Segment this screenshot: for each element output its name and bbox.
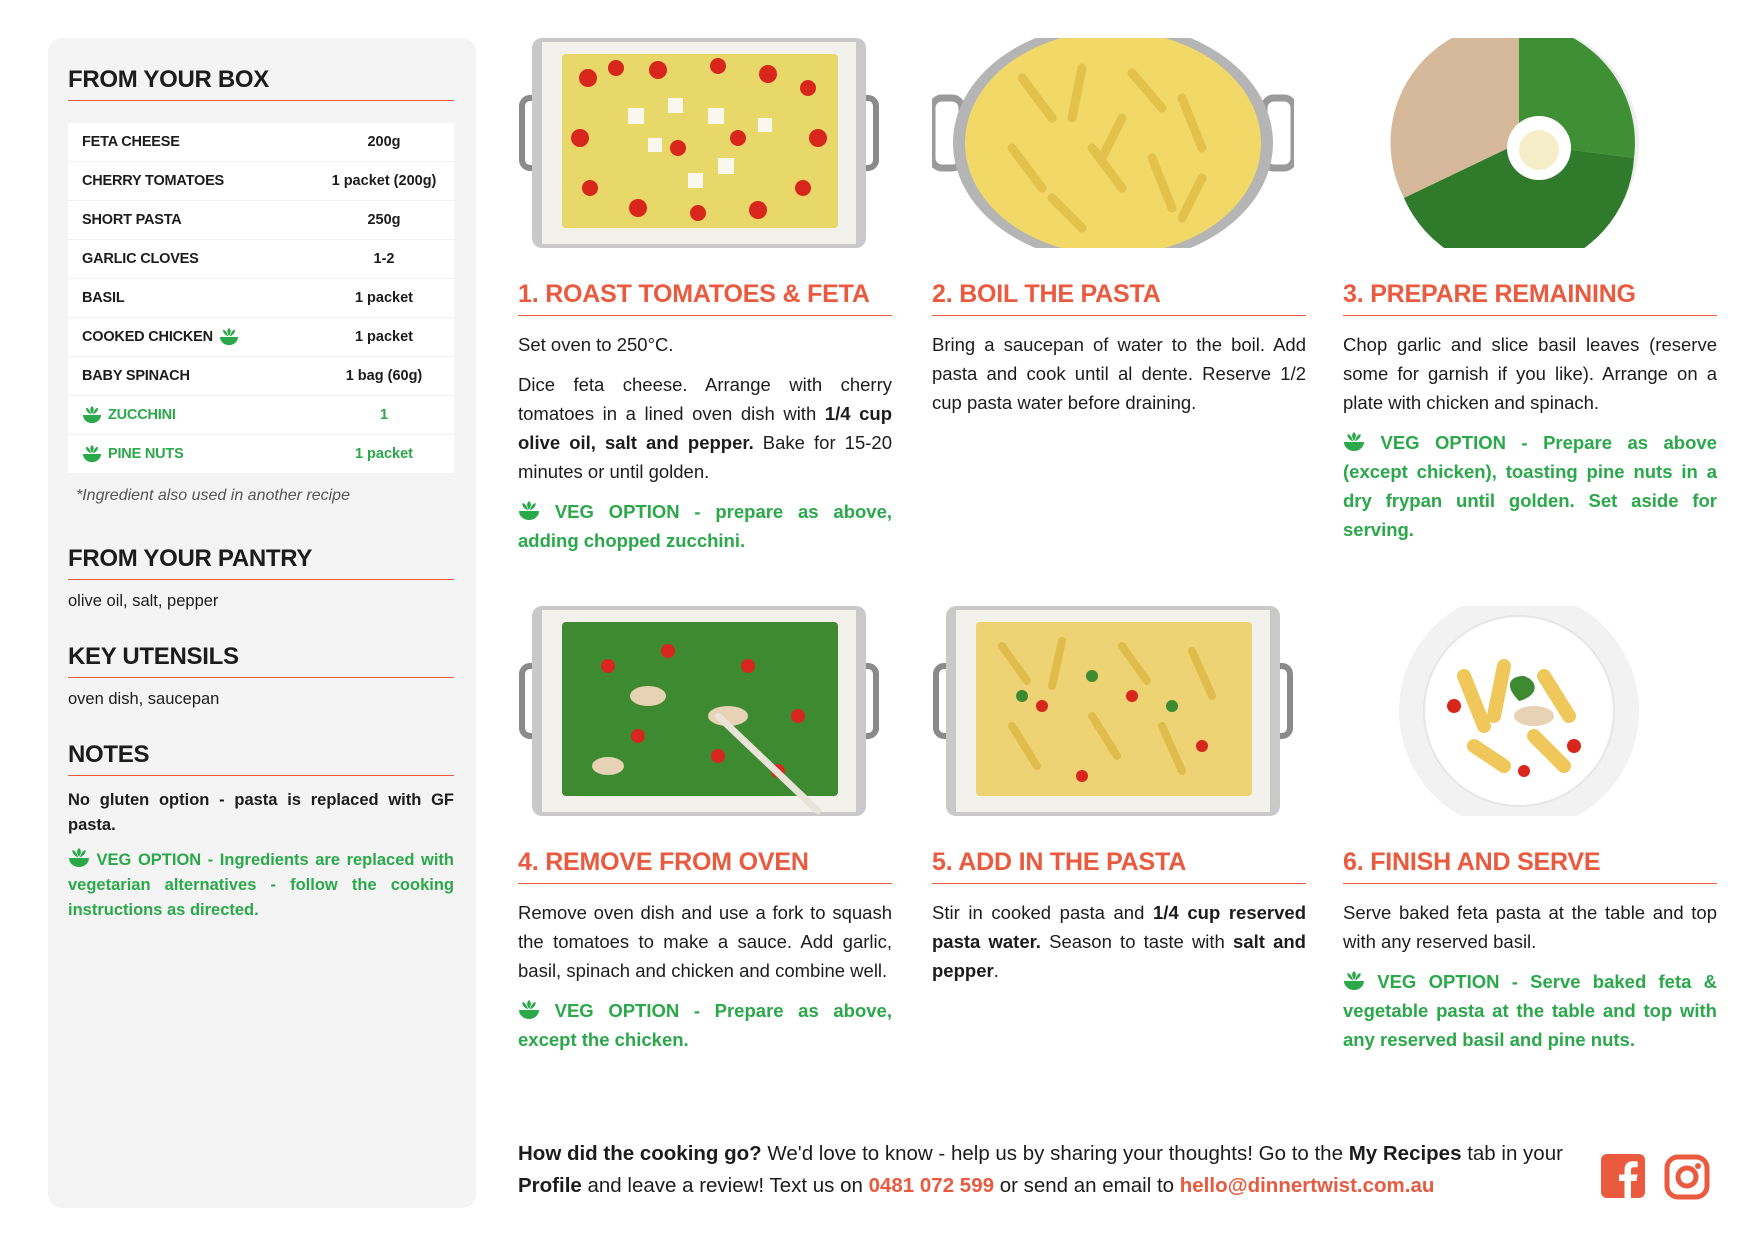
step-6-title: 6. FINISH AND SERVE	[1343, 848, 1717, 884]
ingredient-name: ZUCCHINI	[108, 407, 176, 423]
instagram-icon[interactable]	[1664, 1154, 1710, 1205]
step-5-p1-c: Season to taste with	[1040, 931, 1234, 952]
step-5-p1-e: .	[993, 960, 999, 981]
step-4-p1: Remove oven dish and use a fork to squash the tomatoes to make a sauce. Add garlic, basil, spinach and chicken and combine well.	[518, 902, 892, 981]
step-5-title: 5. ADD IN THE PASTA	[932, 848, 1306, 884]
ingredient-row	[68, 162, 454, 201]
footer-text-1: We'd love to know - help us by sharing your thoughts! Go to the	[761, 1142, 1349, 1165]
notes-title: NOTES	[68, 741, 454, 776]
ingredient-name: BASIL	[82, 290, 125, 306]
ingredient-name: GARLIC CLOVES	[82, 251, 199, 267]
step-3-veg-text: VEG OPTION - Prepare as above (except chicken), toasting pine nuts in a dry frypan until golden. Set aside for serving.	[1343, 432, 1717, 540]
step-1-p2-a: Dice feta cheese. Arrange with cherry tomatoes in a lined oven dish with	[518, 374, 892, 424]
footer-question: How did the cooking go?	[518, 1142, 762, 1165]
ingredient-qty: 1 packet (200g)	[331, 173, 437, 189]
leaf-bowl-icon	[82, 406, 102, 424]
footnote: *Ingredient also used in another recipe	[76, 487, 350, 504]
leaf-bowl-icon	[82, 445, 102, 463]
step-4-body	[518, 898, 892, 1054]
ingredient-row	[68, 201, 454, 240]
step-2-body	[932, 330, 1306, 417]
ingredient-row	[68, 435, 454, 473]
step-4-image	[518, 606, 880, 816]
step-6-veg-text: VEG OPTION - Serve baked feta & vegetable pasta at the table and top with any reserved basil and pine nuts.	[1343, 971, 1717, 1050]
ingredients-table	[68, 123, 454, 473]
ingredient-qty: 1-2	[373, 251, 395, 267]
pantry-text: olive oil, salt, pepper	[68, 592, 219, 610]
ingredient-name-cell	[68, 212, 314, 228]
leaf-bowl-icon	[219, 328, 239, 346]
ingredient-qty: 1 packet	[354, 329, 414, 345]
step-5-p1	[932, 898, 1306, 985]
ingredient-name-cell	[68, 290, 314, 306]
ingredient-name: CHERRY TOMATOES	[82, 173, 225, 189]
step-3-body	[1343, 330, 1717, 544]
ingredient-qty: 250g	[367, 212, 401, 228]
ingredient-qty: 200g	[367, 134, 401, 150]
ingredient-name-cell	[68, 328, 314, 346]
step-4-veg-text: VEG OPTION - Prepare as above, except the chicken.	[518, 1000, 892, 1050]
ingredient-name-cell	[68, 173, 314, 189]
phone-link[interactable]: 0481 072 599	[868, 1174, 994, 1197]
key-utensils-title: KEY UTENSILS	[68, 643, 454, 678]
step-6-p1: Serve baked feta pasta at the table and top with any reserved basil.	[1343, 902, 1717, 952]
footer-text-3: and leave a review! Text us on	[581, 1174, 869, 1197]
step-5-p1-bold: 1/4 cup reserved pasta water.	[932, 902, 1306, 952]
step-5	[932, 848, 1306, 996]
step-3-image	[1354, 38, 1716, 248]
step-1	[518, 280, 892, 566]
step-3-title: 3. PREPARE REMAINING	[1343, 280, 1717, 316]
leaf-bowl-icon	[68, 848, 90, 868]
step-1-veg	[518, 497, 892, 555]
step-1-p2-bold: 1/4 cup olive oil, salt and pepper.	[518, 403, 892, 453]
step-1-body	[518, 330, 892, 555]
step-6	[1343, 848, 1717, 1065]
ingredient-name: SHORT PASTA	[82, 212, 182, 228]
ingredient-row	[68, 279, 454, 318]
ingredient-qty: 1 packet	[354, 290, 414, 306]
ingredient-name-cell	[68, 368, 314, 384]
step-3	[1343, 280, 1717, 555]
notes-section	[68, 741, 454, 923]
ingredient-row	[68, 357, 454, 396]
ingredient-name-cell	[68, 134, 314, 150]
feedback-footer	[518, 1138, 1588, 1202]
notes-gluten: No gluten option - pasta is replaced with GF pasta.	[68, 791, 454, 834]
ingredient-qty: 1	[379, 407, 389, 423]
step-4	[518, 848, 892, 1065]
notes-veg-text: VEG OPTION - Ingredients are replaced with vegetarian alternatives - follow the cooking instructions as directed.	[68, 851, 454, 919]
step-4-title: 4. REMOVE FROM OVEN	[518, 848, 892, 884]
step-3-veg	[1343, 428, 1717, 544]
utensils-text: oven dish, saucepan	[68, 690, 220, 708]
step-2-image	[932, 38, 1294, 248]
step-1-image	[518, 38, 880, 248]
ingredient-qty: 1 bag (60g)	[345, 368, 423, 384]
ingredient-name: PINE NUTS	[108, 446, 184, 462]
step-6-body	[1343, 898, 1717, 1054]
pantry-section	[68, 545, 454, 611]
from-your-pantry-title: FROM YOUR PANTRY	[68, 545, 454, 580]
ingredient-name: FETA CHEESE	[82, 134, 180, 150]
ingredient-name: BABY SPINACH	[82, 368, 190, 384]
step-6-image	[1354, 606, 1716, 816]
step-1-p2-c: Bake for 15-20 minutes or until golden.	[518, 432, 892, 482]
leaf-bowl-icon	[1343, 971, 1365, 991]
step-5-p1-bold-2: salt and pepper	[932, 931, 1306, 981]
notes-veg	[68, 848, 454, 923]
utensils-section	[68, 643, 454, 709]
footer-my-recipes: My Recipes	[1348, 1142, 1462, 1165]
step-1-title: 1. ROAST TOMATOES & FETA	[518, 280, 892, 316]
leaf-bowl-icon	[518, 501, 540, 521]
ingredient-name-cell	[68, 251, 314, 267]
leaf-bowl-icon	[1343, 432, 1365, 452]
step-1-p1: Set oven to 250°C.	[518, 334, 674, 355]
facebook-icon[interactable]	[1601, 1154, 1645, 1203]
ingredient-row	[68, 123, 454, 162]
footer-text-4: or send an email to	[994, 1174, 1180, 1197]
step-3-p1: Chop garlic and slice basil leaves (reserve some for garnish if you like). Arrange on a plate with chicken and spinach.	[1343, 334, 1717, 413]
step-1-p2	[518, 370, 892, 486]
ingredient-name: COOKED CHICKEN	[82, 329, 213, 345]
step-4-veg	[518, 996, 892, 1054]
leaf-bowl-icon	[518, 1000, 540, 1020]
footer-profile: Profile	[518, 1174, 582, 1197]
footer-text-2: tab in your	[1461, 1142, 1563, 1165]
step-5-p1-a: Stir in cooked pasta and	[932, 902, 1154, 923]
ingredient-qty: 1 packet	[354, 446, 414, 462]
ingredient-name-cell	[68, 445, 314, 463]
ingredients-sidebar	[48, 38, 476, 1208]
from-your-box-title: FROM YOUR BOX	[68, 66, 454, 101]
step-2	[932, 280, 1306, 428]
ingredient-name-cell	[68, 406, 314, 424]
step-6-veg	[1343, 967, 1717, 1054]
ingredient-row	[68, 396, 454, 435]
ingredient-row	[68, 240, 454, 279]
ingredient-row	[68, 318, 454, 357]
email-link[interactable]: hello@dinnertwist.com.au	[1179, 1174, 1435, 1197]
step-5-image	[932, 606, 1294, 816]
step-2-title: 2. BOIL THE PASTA	[932, 280, 1306, 316]
step-2-p1: Bring a saucepan of water to the boil. Add pasta and cook until al dente. Reserve 1/2 cup pasta water before draining.	[932, 334, 1306, 413]
step-5-body	[932, 898, 1306, 985]
step-1-veg-text: VEG OPTION - prepare as above, adding chopped zucchini.	[518, 501, 893, 551]
